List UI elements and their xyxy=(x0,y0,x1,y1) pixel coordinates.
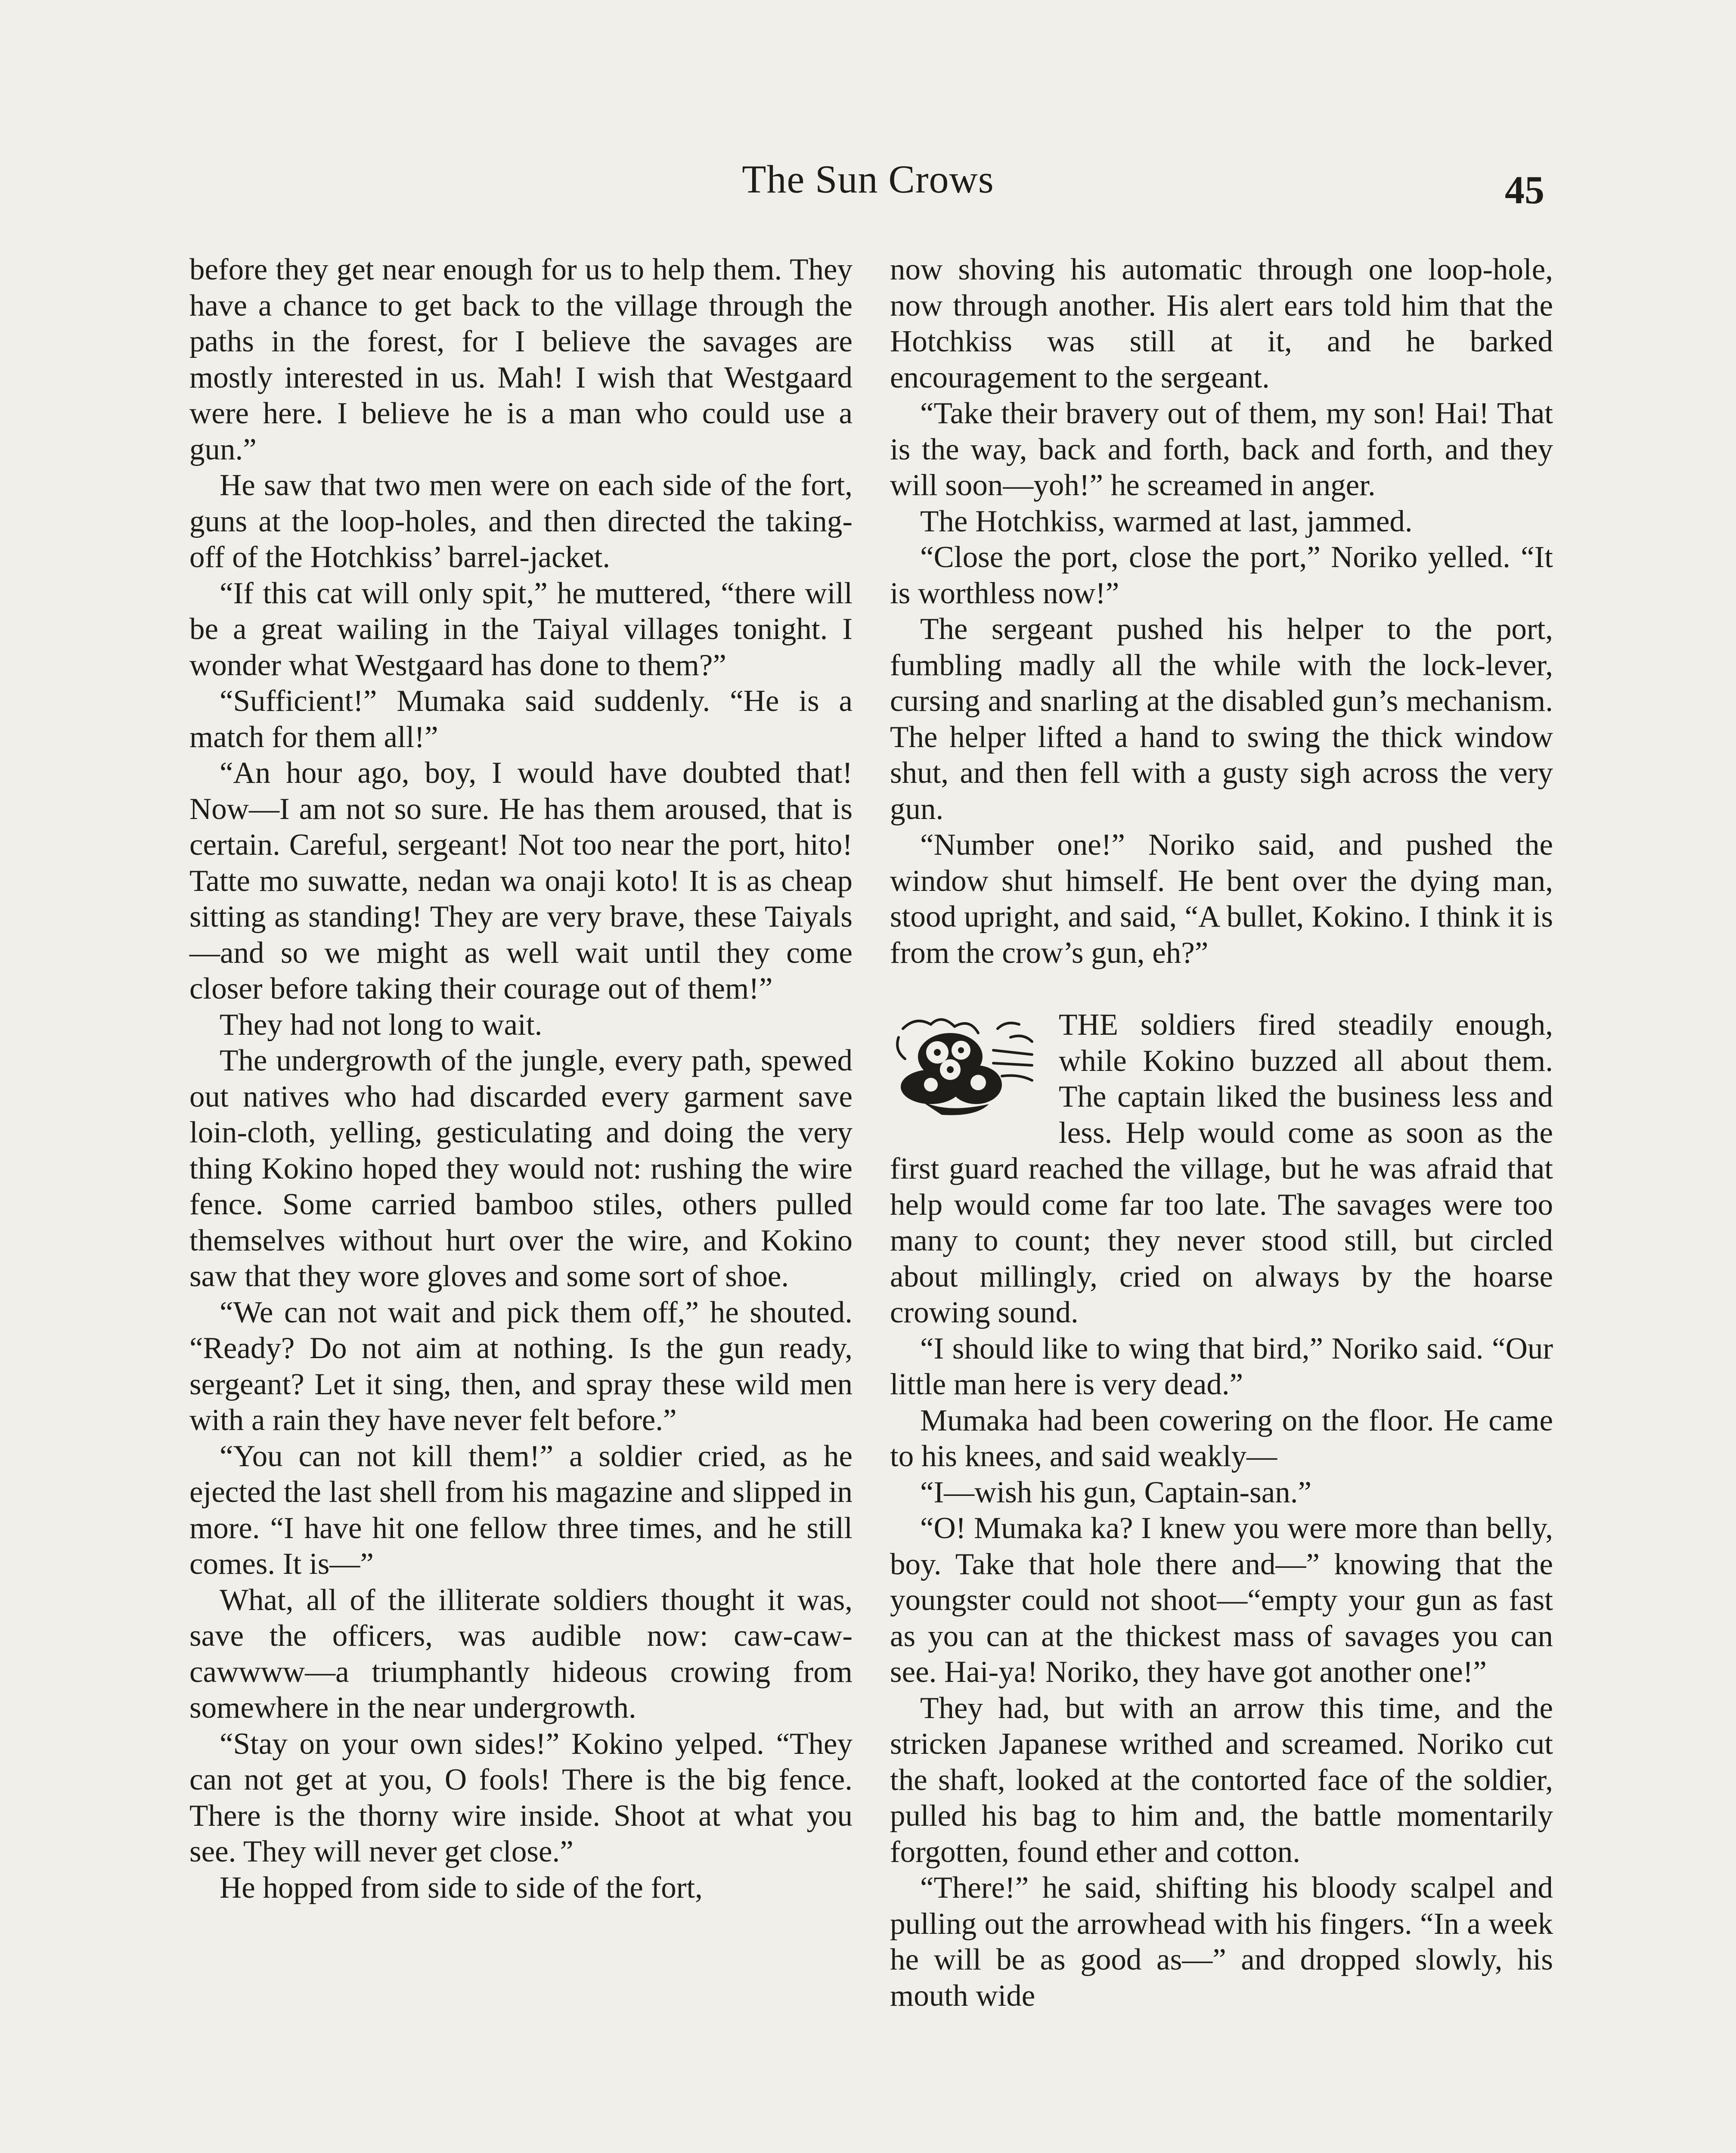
paragraph: “I should like to wing that bird,” Noriko said. “Our little man here is very dead.” xyxy=(890,1331,1553,1401)
paragraph: “Stay on your own sides!” Kokino yelped. “They can not get at you, O fools! There is the big fence. There is the thorny wire inside. Shoot at what you see. They will never get close.” xyxy=(189,1727,852,1868)
page-number: 45 xyxy=(1505,168,1544,212)
paragraph: The sergeant pushed his helper to the port, fumbling madly all the while with the lock-lever, cursing and snarling at the disabled gun’s mechanism. The helper lifted a hand to swing the thick window shut, and then fell with a gusty sigh across the very gun. xyxy=(890,612,1553,826)
paragraph: “Number one!” Noriko said, and pushed the window shut himself. He bent over the dying man, stood upright, and said, “A bullet, Kokino. I think it is from the crow’s gun, eh?” xyxy=(890,828,1553,970)
flower-vignette-icon xyxy=(890,1011,1049,1117)
paragraph: now shoving his automatic through one loop-hole, now through another. His alert ears told him that the Hotchkiss was still at it, and he barked encouragement to the sergeant. xyxy=(890,253,1553,394)
paragraph: What, all of the illiterate soldiers thought it was, save the officers, was audible now: caw-caw-cawwww—a triumphantly hideous crowing from somewhere in the near undergrowth. xyxy=(189,1583,852,1725)
paragraph: The Hotchkiss, warmed at last, jammed. xyxy=(920,504,1413,538)
paragraph: “I—wish his gun, Captain-san.” xyxy=(920,1475,1312,1509)
paragraph: “O! Mumaka ka? I knew you were more than belly, boy. Take that hole there and—” knowing that the youngster could not shoot—“empty your gun as fast as you can at the thickest mass of savages you can see. Hai-ya! Noriko, they have got another one!” xyxy=(890,1511,1553,1689)
paragraph: “There!” he said, shifting his bloody scalpel and pulling out the arrowhead with his fingers. “In a week he will be as good as—” and dropped slowly, his mouth wide xyxy=(890,1871,1553,2013)
paragraph: He saw that two men were on each side of the fort, guns at the loop-holes, and then directed the taking-off of the Hotchkiss’ barrel-jacket. xyxy=(189,468,852,574)
paragraph-text: THE soldiers fired steadily enough, while Kokino buzzed all about them. The captain liked the business less and less. Help would come as soon as the first guard reached the village, but he was afraid that help would come far too late. The savages were too many to count; they never stood still, but circled about millingly, cried on always by the hoarse crowing sound. xyxy=(890,1008,1553,1329)
section-opening-paragraph xyxy=(890,1007,1553,1331)
paragraph: They had not long to wait. xyxy=(220,1008,542,1042)
paragraph: “Sufficient!” Mumaka said suddenly. “He is a match for them all!” xyxy=(189,684,852,754)
paragraph: He hopped from side to side of the fort, xyxy=(220,1871,703,1905)
paragraph: They had, but with an arrow this time, and the stricken Japanese writhed and screamed. Noriko cut the shaft, looked at the contorted face of the soldier, pulled his bag to him and, the battle momentarily forgotten, found ether and cotton. xyxy=(890,1691,1553,1869)
running-title: The Sun Crows xyxy=(742,157,994,201)
section-after-break xyxy=(890,1007,1553,2014)
paragraph: Mumaka had been cowering on the floor. He came to his knees, and said weakly— xyxy=(890,1403,1553,1473)
paragraph: “Close the port, close the port,” Noriko yelled. “It is worthless now!” xyxy=(890,540,1553,610)
paragraph: “Take their bravery out of them, my son! Hai! That is the way, back and forth, back and forth, and they will soon—yoh!” he screamed in anger. xyxy=(890,397,1553,502)
paragraph: “An hour ago, boy, I would have doubted that! Now—I am not so sure. He has them aroused, that is certain. Careful, sergeant! Not too near the port, hito! Tatte mo suwatte, nedan wa onaji koto! It is as cheap sitting as standing! They are very brave, these Taiyals—and so we might as well wait until they come closer before taking their courage out of them!” xyxy=(189,756,852,1005)
paragraph: before they get near enough for us to help them. They have a chance to get back to the village through the paths in the forest, for I believe the savages are mostly interested in us. Mah! I wish that Westgaard were here. I believe he is a man who could use a gun.” xyxy=(189,253,852,466)
left-column xyxy=(189,252,852,1906)
paragraph: “You can not kill them!” a soldier cried, as he ejected the last shell from his magazine and slipped in more. “I have hit one fellow three times, and he still comes. It is—” xyxy=(189,1439,852,1581)
paragraph: “If this cat will only spit,” he muttered, “there will be a great wailing in the Taiyal villages tonight. I wonder what Westgaard has done to them?” xyxy=(189,576,852,682)
paragraph: The undergrowth of the jungle, every path, spewed out natives who had discarded every garment save loin-cloth, yelling, gesticulating and doing the very thing Kokino hoped they would not: rushing the wire fence. Some carried bamboo stiles, others pulled themselves without hurt over the wire, and Kokino saw that they wore gloves and some sort of shoe. xyxy=(189,1044,852,1293)
paragraph: “We can not wait and pick them off,” he shouted. “Ready? Do not aim at nothing. Is the gun ready, sergeant? Let it sing, then, and spray these wild men with a rain they have never felt before.” xyxy=(189,1295,852,1437)
right-column xyxy=(890,252,1553,2014)
